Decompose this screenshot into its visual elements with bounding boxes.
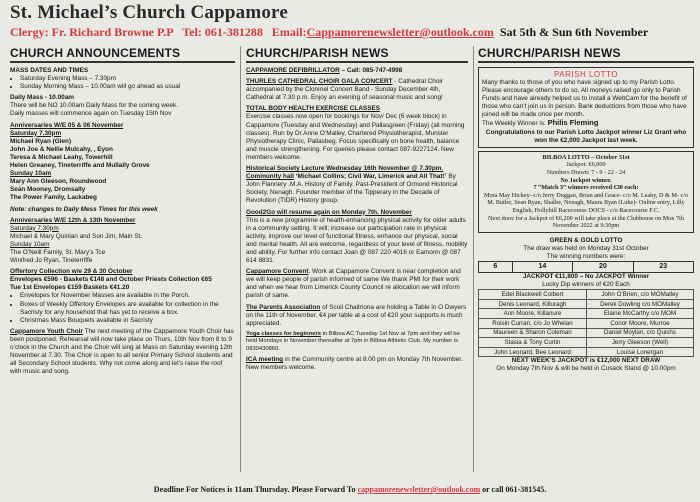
- lucky-dip-winners: [478, 289, 694, 357]
- next-draw: On Monday 7th Nov & will be held in Cusack Stand @ 10.00pm: [496, 365, 676, 373]
- historical-lecture-venue: Community hall: [246, 173, 294, 181]
- tuesday-amounts: Tue 1st Envelopes €159 Baskets €41.20: [10, 284, 130, 292]
- table-row: [479, 347, 694, 357]
- yoga-title: Yoga classes for beginners: [246, 330, 321, 337]
- table-cell: Daniel Moylan, c/o Quishs: [586, 328, 693, 338]
- list-item: • Christmas Mass Bouquets available in Sacristy: [20, 317, 235, 325]
- weekly-winner-name: Philis Fleming: [547, 118, 599, 128]
- historical-lecture-title: Historical Society Lecture Wednesday 16th November @ 7.30pm.: [246, 165, 444, 173]
- youth-choir-notice: [10, 328, 235, 377]
- bilboa-lotto-title: BILBOA LOTTO – October 31st: [542, 153, 630, 161]
- list-item: Michael Ryan (Glen): [10, 137, 72, 145]
- green-gold-numbers-label: The winning numbers were:: [546, 252, 626, 260]
- table-row: [479, 338, 694, 348]
- page-title: St. Michael’s Church Cappamore: [10, 2, 288, 23]
- column-heading: CHURCH/PARISH NEWS: [478, 46, 694, 63]
- jackpot-congratulations: Congratulations to our Parish Lotto Jackpot winner Liz Grant who won the €2,000 Jackpot last week.: [485, 128, 687, 144]
- daily-mass-note: There will be NO 10.00am Daily Mass for the coming week.: [10, 102, 178, 110]
- table-row: [479, 290, 694, 300]
- anniversaries-title: Anniversaries W/E 05 & 06 November: [10, 121, 124, 129]
- list-item: The O’Neill Family, St. Mary’s Tce: [10, 248, 106, 256]
- list-item: Seán Mooney, Dromsally: [10, 186, 86, 194]
- table-row: [479, 309, 694, 319]
- bilboa-jackpot: Jackpot: €6,000: [566, 161, 606, 169]
- table-row: [479, 299, 694, 309]
- list-item: The Power Family, Lackabeg: [10, 194, 97, 202]
- winning-number: 20: [573, 261, 633, 272]
- parish-lotto-column: [478, 46, 694, 474]
- winning-number: 23: [633, 261, 693, 272]
- column-divider: [473, 46, 474, 472]
- convent-notice: [246, 268, 468, 300]
- list-item: Helen Greaney, Tineterriffe and Mullally Grove: [10, 162, 150, 170]
- list-item: • Saturday Evening Mass – 7.30pm: [20, 75, 235, 83]
- winning-number: 6: [479, 261, 513, 272]
- bilboa-winners: Mora May Hickey- c/o Jerry Duggan, Brian and Grace- c/o M. Leahy, D & M- c/o M. Butler, Sean Ryan, Shaller, Nenagh, Maura Ryan (Luke)- Online entry, Lilly English, Hollyhill Racecourse DOCS - c/o Racecourse F.C.: [483, 191, 689, 214]
- list-item: • Boxes of Weekly Offertory Envelopes are available for collection in the Sacristy for any household that has yet to receive a box.: [20, 301, 235, 317]
- mass-times-title: MASS DATES AND TIMES: [10, 67, 89, 74]
- newsletter-header: [10, 2, 694, 40]
- deadline-footer: [0, 485, 700, 494]
- historical-lecture-notice: [246, 165, 468, 205]
- bilboa-no-jackpot: No Jackpot winner.: [560, 176, 612, 184]
- mass-times-list: [10, 75, 235, 91]
- list-item: • Envelopes for November Masses are available in the Porch.: [20, 292, 235, 300]
- bilboa-numbers: Numbers Drawn: 7 - 9 - 22 - 24: [546, 168, 626, 176]
- anniversaries-title: Anniversaries W/E 12th & 13th November: [10, 216, 136, 224]
- list-item: Michael & Mary Quinlan and Son Jim, Main St.: [10, 232, 143, 240]
- list-item: Winifred Jo Ryan, Tineterriffe: [10, 257, 93, 265]
- green-gold-draw-date: The draw was held on Monday 31st October: [523, 244, 649, 252]
- defibrillator-phone: – Call: 085-747-4998: [341, 67, 403, 74]
- clergy-line: [10, 25, 694, 40]
- yoga-text: in Bilboa AC Tuesday 1st Nov at 7pm and they will be held Mondays in November thereafter at 7pm in Bilboa Athletic Club. My number is 0830430860.: [246, 330, 460, 352]
- column-heading: CHURCH ANNOUNCEMENTS: [10, 46, 235, 63]
- ica-text: in the Community centre at 8.00 pm on Monday 7th November. New members welcome.: [246, 356, 463, 372]
- church-announcements-column: [10, 46, 235, 474]
- youth-choir-text: The next meeting of the Cappamore Youth Choir has been postponed. Rehearsal will now take place on Thurs, 10th Nov from 8 to 9 o’clock in the Church and the Choir will sing at Mass on Saturday evening 12th November at 7.30. The Choir is open to all senior Primary School students and all Secondary School students. Why not come along and let’s raise the roof with music and song.: [10, 327, 234, 376]
- defibrillator-notice: [246, 67, 468, 75]
- clergy-name: Clergy: Fr. Richard Browne P.P: [10, 25, 174, 39]
- table-cell: Maureen & Sharon Coleman: [479, 328, 587, 338]
- lucky-dip-label: Lucky Dip winners of €20 Each: [542, 281, 630, 289]
- list-item: • Sunday Morning Mass – 10.00am will go ahead as usual: [20, 83, 235, 91]
- list-item: Mary Ann Gleeson, Roundwood: [10, 178, 107, 186]
- parish-lotto-text: Many thanks to those of you who have signed up to my Parish Lotto. Please encourage others to do so. All moneys raised go only to Parish Funds and have already helped us to install a WebCam for the benefit of those who can’t join us in person. Bank deductions from those who have joined will be made once per month.: [482, 79, 687, 119]
- parish-lotto-title: PARISH LOTTO: [554, 70, 618, 79]
- weekly-winner: [482, 119, 690, 128]
- table-cell: Louise Lonergan: [586, 347, 693, 357]
- footer-text: Deadline For Notices is 11am Thursday. Please Forward To: [153, 485, 356, 494]
- table-cell: Conor Moore, Murroe: [586, 318, 693, 328]
- mass-time-change-note: Note: changes to Daily Mess Times for this week: [10, 205, 158, 213]
- daily-mass-note: Daily masses will commence again on Tuesday 15th Nov: [10, 110, 172, 118]
- historical-lecture-subject: ‘Michael Collins; Civil War, Limerick and All That!’: [295, 173, 447, 181]
- ica-notice: [246, 356, 468, 372]
- table-cell: Stasia & Tony Curtin: [479, 338, 587, 348]
- good2go-title: Good2Go will resume again on Monday 7th. November: [246, 208, 412, 216]
- parents-association-text: of Scoil Chaitriona are holding a Table in O Dwyers on the 11th of November. €4 per table at a cost of €20 your supports is much appreciated.: [246, 303, 467, 327]
- green-gold-jackpot: JACKPOT €11,800 – No JACKPOT Winner: [522, 272, 650, 280]
- bilboa-next-draw: Next draw for a Jackpot of €6,200 will take place at the Clubhouse on Mon 7th November 2022 at 9:30pm: [488, 214, 684, 230]
- gala-concert-title: THURLES CATHEDRAL CHOIR GALA CONCERT: [246, 78, 393, 86]
- ica-title: ICA meeting: [246, 356, 284, 364]
- column-divider: [240, 46, 241, 472]
- parish-lotto-box: [478, 67, 694, 148]
- convent-title: Cappamore Convent: [246, 268, 309, 276]
- next-jackpot: NEXT WEEK’S JACKPOT is €12,000 NEXT DRAW: [511, 357, 661, 365]
- anniversaries-saturday: Saturday 7.30pm: [10, 129, 62, 137]
- table-cell: John Leonard, Bee Leonard: [479, 347, 587, 357]
- winning-number: 14: [512, 261, 572, 272]
- anniversaries-sunday: Sunday 10am: [10, 240, 50, 248]
- historical-lecture-text: By John Flannery .M.A. History of Family. Past-President of Ormond Historical Society, Nenagh. Founder member of the Tipperary in the Decade of Revolution (TIDR) History group.: [246, 173, 458, 205]
- footer-tail: or call 061-381545.: [482, 485, 547, 494]
- table-cell: Ann Moore, Killanure: [479, 309, 587, 319]
- parish-news-column: [246, 46, 468, 474]
- table-cell: Elaine McCarthy c/o MOM: [586, 309, 693, 319]
- good2go-text: This is a new programme of health-enhancing physical activity for older adults in a community setting. It will; increase our participation rate in physical activity, improve our level of functional fitness, enhance our physical, social and mental health. All are welcome, regardless of your level of fitness, mobility and ability. For further info contact Joan @ 087 220 4016 or Eamonn @ 087 614 8831.: [246, 216, 468, 265]
- parents-association-notice: [246, 304, 468, 328]
- table-row: [479, 328, 694, 338]
- table-cell: Denis Leonard, Killuragh: [479, 299, 587, 309]
- footer-email-link[interactable]: cappamorenewsletter@outlook.com: [357, 485, 481, 494]
- winning-numbers: [478, 261, 694, 273]
- telephone: Tel: 061-381288: [182, 25, 263, 39]
- gala-concert-text: - Cathedral Choir accompanied by the Clonmel Concert Band - Sunday December 4th, Cathedral at 7.30 p.m. Enjoy an evening of seasonal music and song!: [246, 78, 443, 102]
- green-gold-lotto: [478, 237, 694, 374]
- table-cell: Derek Dowling c/o MOMalley: [586, 299, 693, 309]
- table-cell: Roisin Curran, c/o Jo Whelan: [479, 318, 587, 328]
- column-heading: CHURCH/PARISH NEWS: [246, 46, 468, 63]
- list-item: Teresa & Michael Leahy, Towerhill: [10, 153, 113, 161]
- yoga-notice: [246, 331, 468, 353]
- offertory-amounts: Envelopes €596 - Baskets €148 and October Priests Collection €65: [10, 276, 212, 284]
- anniversaries-saturday: Saturday 7.30pm: [10, 224, 59, 232]
- offertory-bullets: [10, 292, 235, 324]
- green-gold-title: GREEN & GOLD LOTTO: [549, 236, 623, 244]
- bilboa-lotto-box: [478, 151, 694, 233]
- weekly-winner-label: The Weekly Winner is:: [482, 120, 546, 128]
- defibrillator-title: CAPPAMORE DEFIBRILLATOR: [246, 67, 340, 74]
- anniversaries-sunday: Sunday 10am: [10, 170, 52, 178]
- table-cell: Jerry Gleeson (Well): [586, 338, 693, 348]
- table-cell: John O’Brien, c/o MOMalley: [586, 290, 693, 300]
- convent-text: . Work at Cappamore Convent is near completion and we will keep people of parish informed of same We thank PMI for their work and when we hear from Limerick County Council re allocation we will inform parish of same.: [246, 268, 461, 300]
- offertory-title: Offertory Collection w/e 29 & 30 October: [10, 268, 133, 276]
- email-label: Email:: [271, 25, 307, 39]
- list-item: John Joe & Nellie Mulcahy, , Eyon: [10, 145, 113, 153]
- weekend-dates: Sat 5th & Sun 6th November: [499, 25, 649, 39]
- exercise-classes-title: TOTAL BODY HEALTH EXERCISE CLASSES: [246, 105, 380, 113]
- table-cell: Edel Blackwell Colbert: [479, 290, 587, 300]
- daily-mass-title: Daily Mass - 10.00am: [10, 94, 74, 102]
- bilboa-match3: 7 “Match 3” winners received €30 each:: [533, 184, 639, 192]
- table-row: [479, 318, 694, 328]
- gala-concert-notice: [246, 78, 468, 102]
- youth-choir-title: Cappamore Youth Choir: [10, 327, 83, 335]
- parents-association-title: The Parents Association: [246, 303, 321, 311]
- exercise-classes-text: Exercise classes now open for bookings for Nov/ Dec (6 week block) in Cappamore (Tuesday and Wednesday) and Pallasgreen (Friday) (all morning classes). Run by Dr Anne O’Malley, Chartered Physiotherapist, Munster Physiotherapy Clinic, Pallasbeg. Focus specifically on bone health, balance and muscle strengthening. For queries please contact 087-9227124. New members welcome.: [246, 113, 465, 161]
- email-link[interactable]: Cappamorenewsletter@outlook.com: [306, 25, 494, 39]
